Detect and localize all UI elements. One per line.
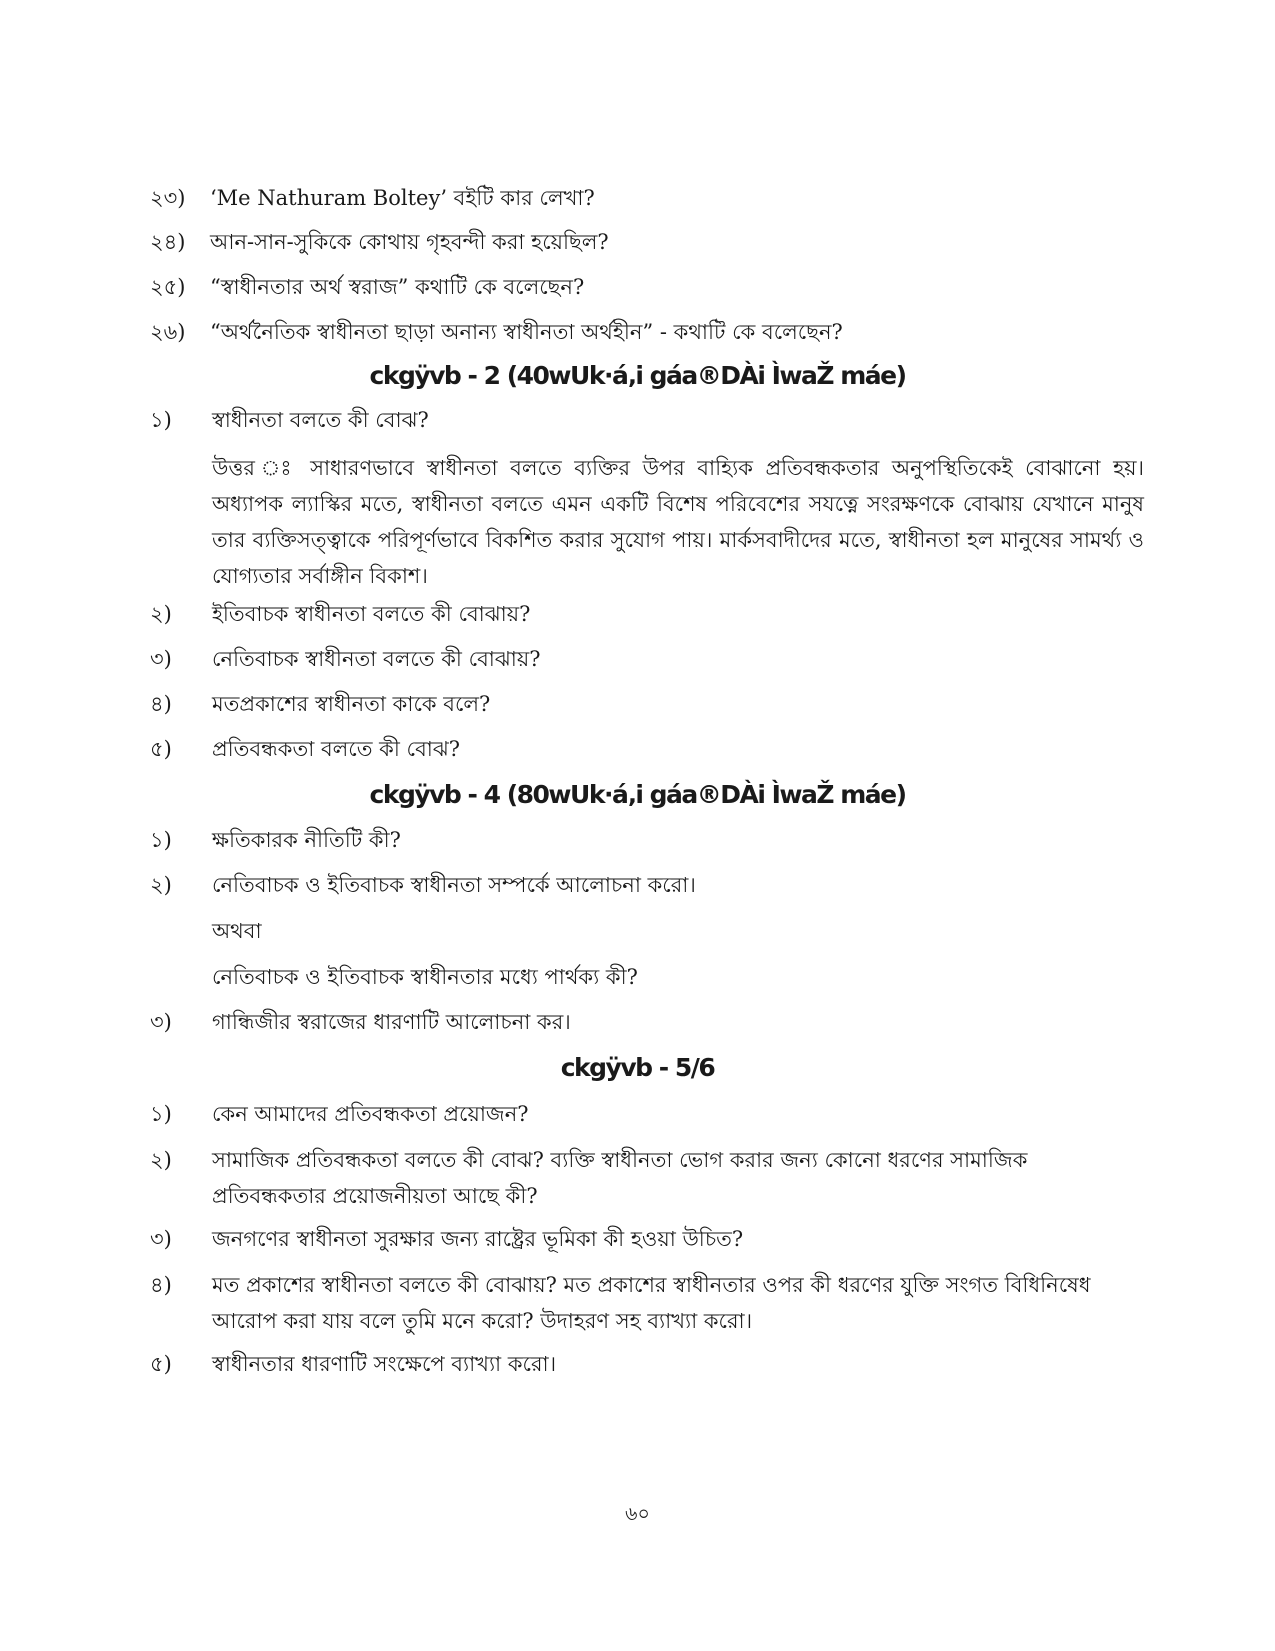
question-text: জনগণের স্বাধীনতা সুরক্ষার জন্য রাষ্ট্রের ভূমিকা কী হওয়া উচিত? xyxy=(212,1227,744,1251)
page-number: ৬০ xyxy=(625,1503,650,1525)
question-text: কেন আমাদের প্রতিবন্ধকতা প্রয়োজন? xyxy=(212,1102,529,1126)
answer-paragraph: উত্তর ঃ সাধারণভাবে স্বাধীনতা বলতে ব্যক্তির উপর বাহ্যিক প্রতিবন্ধকতার অনুপস্থিতিকেই বোঝানো হয়। অধ্যাপক ল্যাস্কির মতে, স্বাধীনতা বলতে এমন একটি বিশেষ পরিবেশের সযত্নে সংরক্ষণকে বোঝায় যেখানে মানুষ তার ব্যক্তিসত্ত্বাকে পরিপূর্ণভাবে বিকশিত করার সুযোগ পায়। মার্কসবাদীদের মতে, স্বাধীনতা হল মানুষের সামর্থ্য ও যোগ্যতার সর্বাঙ্গীন বিকাশ। xyxy=(212,456,1144,588)
question-number: ১) xyxy=(150,828,172,852)
question-number: ২৪) xyxy=(150,230,186,254)
question-number: ২৬) xyxy=(150,320,186,344)
question-text: স্বাধীনতার ধারণাটি সংক্ষেপে ব্যাখ্যা করো। xyxy=(212,1352,557,1376)
question-text: ‘Me Nathuram Boltey’ বইটি কার লেখা? xyxy=(210,186,595,210)
question-number: ৫) xyxy=(150,1352,172,1376)
question-number: ২) xyxy=(150,602,172,626)
question-text: নেতিবাচক ও ইতিবাচক স্বাধীনতা সম্পর্কে আলোচনা করো। xyxy=(212,873,696,897)
question-text: প্রতিবন্ধকতা বলতে কী বোঝ? xyxy=(212,737,461,761)
question-number: ৪) xyxy=(150,692,172,716)
question-text: সামাজিক প্রতিবন্ধকতা বলতে কী বোঝ? ব্যক্তি স্বাধীনতা ভোগ করার জন্য কোনো ধরণের সামাজিক প্রতিবন্ধকতার প্রয়োজনীয়তা আছে কী? xyxy=(212,1148,1028,1208)
question-number: ৩) xyxy=(150,1227,172,1251)
question-number: ৫) xyxy=(150,737,172,761)
question-number: ১) xyxy=(150,408,172,432)
or-label: অথবা xyxy=(212,919,262,943)
question-text: আন-সান-সুকিকে কোথায় গৃহবন্দী করা হয়েছিল? xyxy=(210,230,609,254)
question-number: ২) xyxy=(150,873,172,897)
question-text: গান্ধিজীর স্বরাজের ধারণাটি আলোচনা কর। xyxy=(212,1010,571,1034)
question-number: ১) xyxy=(150,1102,172,1126)
question-number: ২৩) xyxy=(150,186,186,210)
alternative-question: নেতিবাচক ও ইতিবাচক স্বাধীনতার মধ্যে পার্থক্য কী? xyxy=(212,965,638,989)
question-text: “স্বাধীনতার অর্থ স্বরাজ” কথাটি কে বলেছেন? xyxy=(210,275,585,299)
section-heading-2-marks: ckgÿvb - 2 (40wUk·á‚i gáa®DÀi ÌwaŽ máe) xyxy=(369,361,906,390)
question-text: নেতিবাচক স্বাধীনতা বলতে কী বোঝায়? xyxy=(212,647,541,671)
question-number: ২৫) xyxy=(150,275,186,299)
question-text: স্বাধীনতা বলতে কী বোঝ? xyxy=(212,408,429,432)
question-number: ২) xyxy=(150,1148,172,1172)
question-text: ইতিবাচক স্বাধীনতা বলতে কী বোঝায়? xyxy=(212,602,531,626)
question-text: ক্ষতিকারক নীতিটি কী? xyxy=(212,828,401,852)
question-number: ৪) xyxy=(150,1273,172,1297)
question-text: মত প্রকাশের স্বাধীনতা বলতে কী বোঝায়? মত প্রকাশের স্বাধীনতার ওপর কী ধরণের যুক্তি সংগত বিধিনিষেধ আরোপ করা যায় বলে তুমি মনে করো? উদাহরণ সহ ব্যাখ্যা করো। xyxy=(212,1273,1091,1333)
question-text: “অর্থনৈতিক স্বাধীনতা ছাড়া অনান্য স্বাধীনতা অর্থহীন” - কথাটি কে বলেছেন? xyxy=(210,320,843,344)
question-text: মতপ্রকাশের স্বাধীনতা কাকে বলে? xyxy=(212,692,491,716)
section-heading-5-6-marks: ckgÿvb - 5/6 xyxy=(560,1053,715,1082)
question-number: ৩) xyxy=(150,647,172,671)
question-number: ৩) xyxy=(150,1010,172,1034)
section-heading-4-marks: ckgÿvb - 4 (80wUk·á‚i gáa®DÀi ÌwaŽ máe) xyxy=(369,780,906,809)
